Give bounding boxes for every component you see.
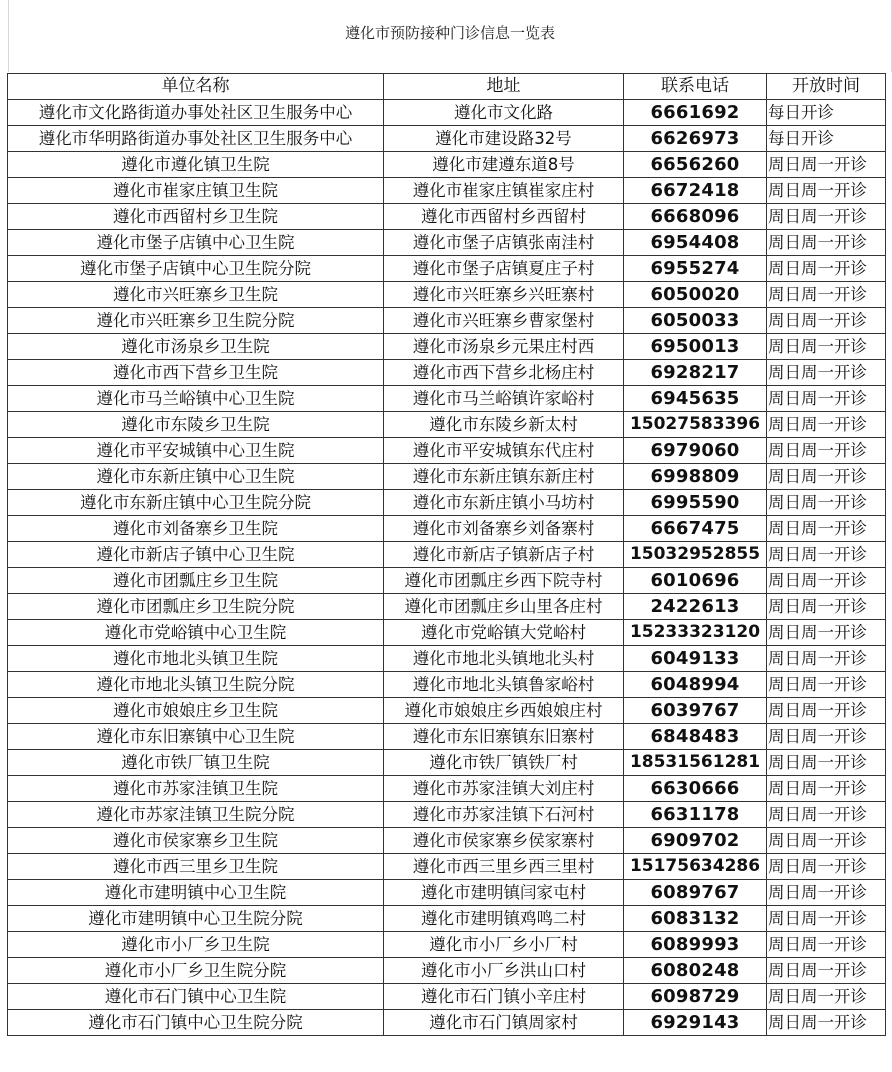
header-phone: 联系电话 bbox=[624, 74, 767, 100]
table-body bbox=[8, 100, 886, 1036]
cell-address: 遵化市地北头镇鲁家峪村 bbox=[384, 672, 624, 698]
cell-address: 遵化市西留村乡西留村 bbox=[384, 204, 624, 230]
clinic-table bbox=[7, 73, 886, 1036]
cell-address: 遵化市东新庄镇东新庄村 bbox=[384, 464, 624, 490]
table-row bbox=[8, 646, 886, 672]
cell-phone: 6630666 bbox=[624, 776, 767, 802]
cell-hours: 周日周一开诊 bbox=[767, 464, 886, 490]
cell-phone: 6049133 bbox=[624, 646, 767, 672]
cell-address: 遵化市堡子店镇张南洼村 bbox=[384, 230, 624, 256]
cell-address: 遵化市石门镇周家村 bbox=[384, 1010, 624, 1036]
cell-hours: 周日周一开诊 bbox=[767, 802, 886, 828]
table-header-row bbox=[8, 74, 886, 100]
cell-unit-name: 遵化市苏家洼镇卫生院分院 bbox=[8, 802, 384, 828]
table-row bbox=[8, 828, 886, 854]
cell-address: 遵化市堡子店镇夏庄子村 bbox=[384, 256, 624, 282]
page-title: 遵化市预防接种门诊信息一览表 bbox=[344, 24, 555, 42]
cell-address: 遵化市侯家寨乡侯家寨村 bbox=[384, 828, 624, 854]
cell-unit-name: 遵化市侯家寨乡卫生院 bbox=[8, 828, 384, 854]
cell-unit-name: 遵化市西留村乡卫生院 bbox=[8, 204, 384, 230]
table-row bbox=[8, 1010, 886, 1036]
table-row bbox=[8, 958, 886, 984]
table-row bbox=[8, 620, 886, 646]
cell-unit-name: 遵化市东旧寨镇中心卫生院 bbox=[8, 724, 384, 750]
cell-phone: 6050020 bbox=[624, 282, 767, 308]
cell-address: 遵化市东新庄镇小马坊村 bbox=[384, 490, 624, 516]
cell-hours: 周日周一开诊 bbox=[767, 412, 886, 438]
cell-unit-name: 遵化市建明镇中心卫生院分院 bbox=[8, 906, 384, 932]
cell-hours: 周日周一开诊 bbox=[767, 568, 886, 594]
cell-address: 遵化市团瓢庄乡西下院寺村 bbox=[384, 568, 624, 594]
table-row bbox=[8, 854, 886, 880]
cell-phone: 15032952855 bbox=[624, 542, 767, 568]
cell-hours: 周日周一开诊 bbox=[767, 776, 886, 802]
cell-unit-name: 遵化市小厂乡卫生院 bbox=[8, 932, 384, 958]
cell-phone: 6656260 bbox=[624, 152, 767, 178]
cell-address: 遵化市崔家庄镇崔家庄村 bbox=[384, 178, 624, 204]
cell-phone: 6626973 bbox=[624, 126, 767, 152]
header-address: 地址 bbox=[384, 74, 624, 100]
cell-hours: 周日周一开诊 bbox=[767, 516, 886, 542]
cell-address: 遵化市兴旺寨乡曹家堡村 bbox=[384, 308, 624, 334]
cell-address: 遵化市西三里乡西三里村 bbox=[384, 854, 624, 880]
table-row bbox=[8, 568, 886, 594]
cell-phone: 6098729 bbox=[624, 984, 767, 1010]
cell-unit-name: 遵化市小厂乡卫生院分院 bbox=[8, 958, 384, 984]
cell-phone: 6672418 bbox=[624, 178, 767, 204]
table-row bbox=[8, 724, 886, 750]
cell-hours: 周日周一开诊 bbox=[767, 204, 886, 230]
cell-hours: 周日周一开诊 bbox=[767, 334, 886, 360]
cell-unit-name: 遵化市东新庄镇中心卫生院分院 bbox=[8, 490, 384, 516]
cell-phone: 6083132 bbox=[624, 906, 767, 932]
cell-hours: 周日周一开诊 bbox=[767, 620, 886, 646]
cell-unit-name: 遵化市文化路街道办事处社区卫生服务中心 bbox=[8, 100, 384, 126]
cell-address: 遵化市党峪镇大党峪村 bbox=[384, 620, 624, 646]
header-hours: 开放时间 bbox=[767, 74, 886, 100]
cell-address: 遵化市铁厂镇铁厂村 bbox=[384, 750, 624, 776]
table-row bbox=[8, 334, 886, 360]
cell-hours: 周日周一开诊 bbox=[767, 646, 886, 672]
cell-phone: 6955274 bbox=[624, 256, 767, 282]
cell-unit-name: 遵化市遵化镇卫生院 bbox=[8, 152, 384, 178]
cell-hours: 周日周一开诊 bbox=[767, 360, 886, 386]
cell-hours: 每日开诊 bbox=[767, 100, 886, 126]
cell-address: 遵化市苏家洼镇下石河村 bbox=[384, 802, 624, 828]
cell-address: 遵化市小厂乡小厂村 bbox=[384, 932, 624, 958]
cell-hours: 周日周一开诊 bbox=[767, 230, 886, 256]
cell-phone: 15027583396 bbox=[624, 412, 767, 438]
cell-unit-name: 遵化市崔家庄镇卫生院 bbox=[8, 178, 384, 204]
cell-address: 遵化市文化路 bbox=[384, 100, 624, 126]
cell-phone: 6631178 bbox=[624, 802, 767, 828]
cell-hours: 周日周一开诊 bbox=[767, 854, 886, 880]
cell-address: 遵化市西下营乡北杨庄村 bbox=[384, 360, 624, 386]
cell-phone: 6039767 bbox=[624, 698, 767, 724]
cell-address: 遵化市小厂乡洪山口村 bbox=[384, 958, 624, 984]
cell-unit-name: 遵化市堡子店镇中心卫生院分院 bbox=[8, 256, 384, 282]
cell-unit-name: 遵化市苏家洼镇卫生院 bbox=[8, 776, 384, 802]
cell-unit-name: 遵化市平安城镇中心卫生院 bbox=[8, 438, 384, 464]
table-row bbox=[8, 516, 886, 542]
cell-hours: 周日周一开诊 bbox=[767, 178, 886, 204]
table-row bbox=[8, 906, 886, 932]
cell-hours: 周日周一开诊 bbox=[767, 984, 886, 1010]
cell-hours: 周日周一开诊 bbox=[767, 698, 886, 724]
cell-address: 遵化市新店子镇新店子村 bbox=[384, 542, 624, 568]
cell-hours: 周日周一开诊 bbox=[767, 152, 886, 178]
cell-address: 遵化市兴旺寨乡兴旺寨村 bbox=[384, 282, 624, 308]
table-row bbox=[8, 282, 886, 308]
cell-unit-name: 遵化市地北头镇卫生院分院 bbox=[8, 672, 384, 698]
cell-phone: 6080248 bbox=[624, 958, 767, 984]
cell-address: 遵化市地北头镇地北头村 bbox=[384, 646, 624, 672]
cell-hours: 周日周一开诊 bbox=[767, 750, 886, 776]
cell-hours: 周日周一开诊 bbox=[767, 308, 886, 334]
cell-address: 遵化市娘娘庄乡西娘娘庄村 bbox=[384, 698, 624, 724]
cell-hours: 周日周一开诊 bbox=[767, 958, 886, 984]
cell-phone: 6979060 bbox=[624, 438, 767, 464]
table-row bbox=[8, 386, 886, 412]
cell-hours: 周日周一开诊 bbox=[767, 282, 886, 308]
cell-hours: 周日周一开诊 bbox=[767, 542, 886, 568]
cell-address: 遵化市平安城镇东代庄村 bbox=[384, 438, 624, 464]
table-row bbox=[8, 776, 886, 802]
cell-phone: 15175634286 bbox=[624, 854, 767, 880]
table-row bbox=[8, 464, 886, 490]
cell-hours: 周日周一开诊 bbox=[767, 256, 886, 282]
cell-phone: 2422613 bbox=[624, 594, 767, 620]
table-row bbox=[8, 490, 886, 516]
cell-unit-name: 遵化市建明镇中心卫生院 bbox=[8, 880, 384, 906]
cell-unit-name: 遵化市石门镇中心卫生院 bbox=[8, 984, 384, 1010]
cell-address: 遵化市建设路32号 bbox=[384, 126, 624, 152]
cell-hours: 周日周一开诊 bbox=[767, 672, 886, 698]
cell-hours: 周日周一开诊 bbox=[767, 386, 886, 412]
cell-unit-name: 遵化市娘娘庄乡卫生院 bbox=[8, 698, 384, 724]
cell-unit-name: 遵化市地北头镇卫生院 bbox=[8, 646, 384, 672]
cell-phone: 6950013 bbox=[624, 334, 767, 360]
cell-unit-name: 遵化市西三里乡卫生院 bbox=[8, 854, 384, 880]
cell-unit-name: 遵化市党峪镇中心卫生院 bbox=[8, 620, 384, 646]
cell-address: 遵化市东旧寨镇东旧寨村 bbox=[384, 724, 624, 750]
cell-unit-name: 遵化市汤泉乡卫生院 bbox=[8, 334, 384, 360]
cell-unit-name: 遵化市东新庄镇中心卫生院 bbox=[8, 464, 384, 490]
cell-phone: 6668096 bbox=[624, 204, 767, 230]
cell-hours: 周日周一开诊 bbox=[767, 438, 886, 464]
cell-phone: 18531561281 bbox=[624, 750, 767, 776]
cell-hours: 周日周一开诊 bbox=[767, 880, 886, 906]
cell-phone: 6048994 bbox=[624, 672, 767, 698]
cell-phone: 6050033 bbox=[624, 308, 767, 334]
table-row bbox=[8, 230, 886, 256]
cell-phone: 6995590 bbox=[624, 490, 767, 516]
cell-address: 遵化市石门镇小辛庄村 bbox=[384, 984, 624, 1010]
cell-hours: 每日开诊 bbox=[767, 126, 886, 152]
header-unit-name: 单位名称 bbox=[8, 74, 384, 100]
cell-phone: 6909702 bbox=[624, 828, 767, 854]
cell-phone: 6010696 bbox=[624, 568, 767, 594]
cell-phone: 6661692 bbox=[624, 100, 767, 126]
cell-phone: 6928217 bbox=[624, 360, 767, 386]
cell-phone: 6089993 bbox=[624, 932, 767, 958]
cell-unit-name: 遵化市华明路街道办事处社区卫生服务中心 bbox=[8, 126, 384, 152]
table-row bbox=[8, 984, 886, 1010]
cell-unit-name: 遵化市兴旺寨乡卫生院 bbox=[8, 282, 384, 308]
cell-unit-name: 遵化市团瓢庄乡卫生院 bbox=[8, 568, 384, 594]
cell-phone: 6667475 bbox=[624, 516, 767, 542]
table-row bbox=[8, 308, 886, 334]
cell-address: 遵化市建明镇闫家屯村 bbox=[384, 880, 624, 906]
cell-unit-name: 遵化市新店子镇中心卫生院 bbox=[8, 542, 384, 568]
table-row bbox=[8, 438, 886, 464]
cell-hours: 周日周一开诊 bbox=[767, 828, 886, 854]
cell-address: 遵化市刘备寨乡刘备寨村 bbox=[384, 516, 624, 542]
table-row bbox=[8, 256, 886, 282]
cell-address: 遵化市苏家洼镇大刘庄村 bbox=[384, 776, 624, 802]
cell-unit-name: 遵化市石门镇中心卫生院分院 bbox=[8, 1010, 384, 1036]
table-row bbox=[8, 204, 886, 230]
cell-unit-name: 遵化市西下营乡卫生院 bbox=[8, 360, 384, 386]
cell-hours: 周日周一开诊 bbox=[767, 932, 886, 958]
cell-phone: 6954408 bbox=[624, 230, 767, 256]
table-row bbox=[8, 412, 886, 438]
cell-hours: 周日周一开诊 bbox=[767, 906, 886, 932]
table-row bbox=[8, 698, 886, 724]
table-row bbox=[8, 178, 886, 204]
cell-hours: 周日周一开诊 bbox=[767, 594, 886, 620]
cell-address: 遵化市汤泉乡元果庄村西 bbox=[384, 334, 624, 360]
table-row bbox=[8, 100, 886, 126]
title-area bbox=[8, 0, 892, 72]
cell-address: 遵化市建遵东道8号 bbox=[384, 152, 624, 178]
cell-address: 遵化市建明镇鸡鸣二村 bbox=[384, 906, 624, 932]
table-row bbox=[8, 152, 886, 178]
cell-unit-name: 遵化市堡子店镇中心卫生院 bbox=[8, 230, 384, 256]
cell-address: 遵化市东陵乡新太村 bbox=[384, 412, 624, 438]
table-row bbox=[8, 802, 886, 828]
table-row bbox=[8, 750, 886, 776]
cell-phone: 6089767 bbox=[624, 880, 767, 906]
cell-unit-name: 遵化市马兰峪镇中心卫生院 bbox=[8, 386, 384, 412]
cell-unit-name: 遵化市铁厂镇卫生院 bbox=[8, 750, 384, 776]
cell-phone: 6998809 bbox=[624, 464, 767, 490]
cell-hours: 周日周一开诊 bbox=[767, 490, 886, 516]
table-row bbox=[8, 672, 886, 698]
cell-hours: 周日周一开诊 bbox=[767, 724, 886, 750]
table-row bbox=[8, 880, 886, 906]
cell-unit-name: 遵化市团瓢庄乡卫生院分院 bbox=[8, 594, 384, 620]
table-row bbox=[8, 126, 886, 152]
table-row bbox=[8, 932, 886, 958]
cell-phone: 6848483 bbox=[624, 724, 767, 750]
cell-phone: 15233323120 bbox=[624, 620, 767, 646]
cell-phone: 6929143 bbox=[624, 1010, 767, 1036]
cell-unit-name: 遵化市刘备寨乡卫生院 bbox=[8, 516, 384, 542]
table-row bbox=[8, 360, 886, 386]
cell-phone: 6945635 bbox=[624, 386, 767, 412]
cell-address: 遵化市马兰峪镇许家峪村 bbox=[384, 386, 624, 412]
table-row bbox=[8, 542, 886, 568]
table-row bbox=[8, 594, 886, 620]
cell-hours: 周日周一开诊 bbox=[767, 1010, 886, 1036]
cell-address: 遵化市团瓢庄乡山里各庄村 bbox=[384, 594, 624, 620]
cell-unit-name: 遵化市兴旺寨乡卫生院分院 bbox=[8, 308, 384, 334]
cell-unit-name: 遵化市东陵乡卫生院 bbox=[8, 412, 384, 438]
